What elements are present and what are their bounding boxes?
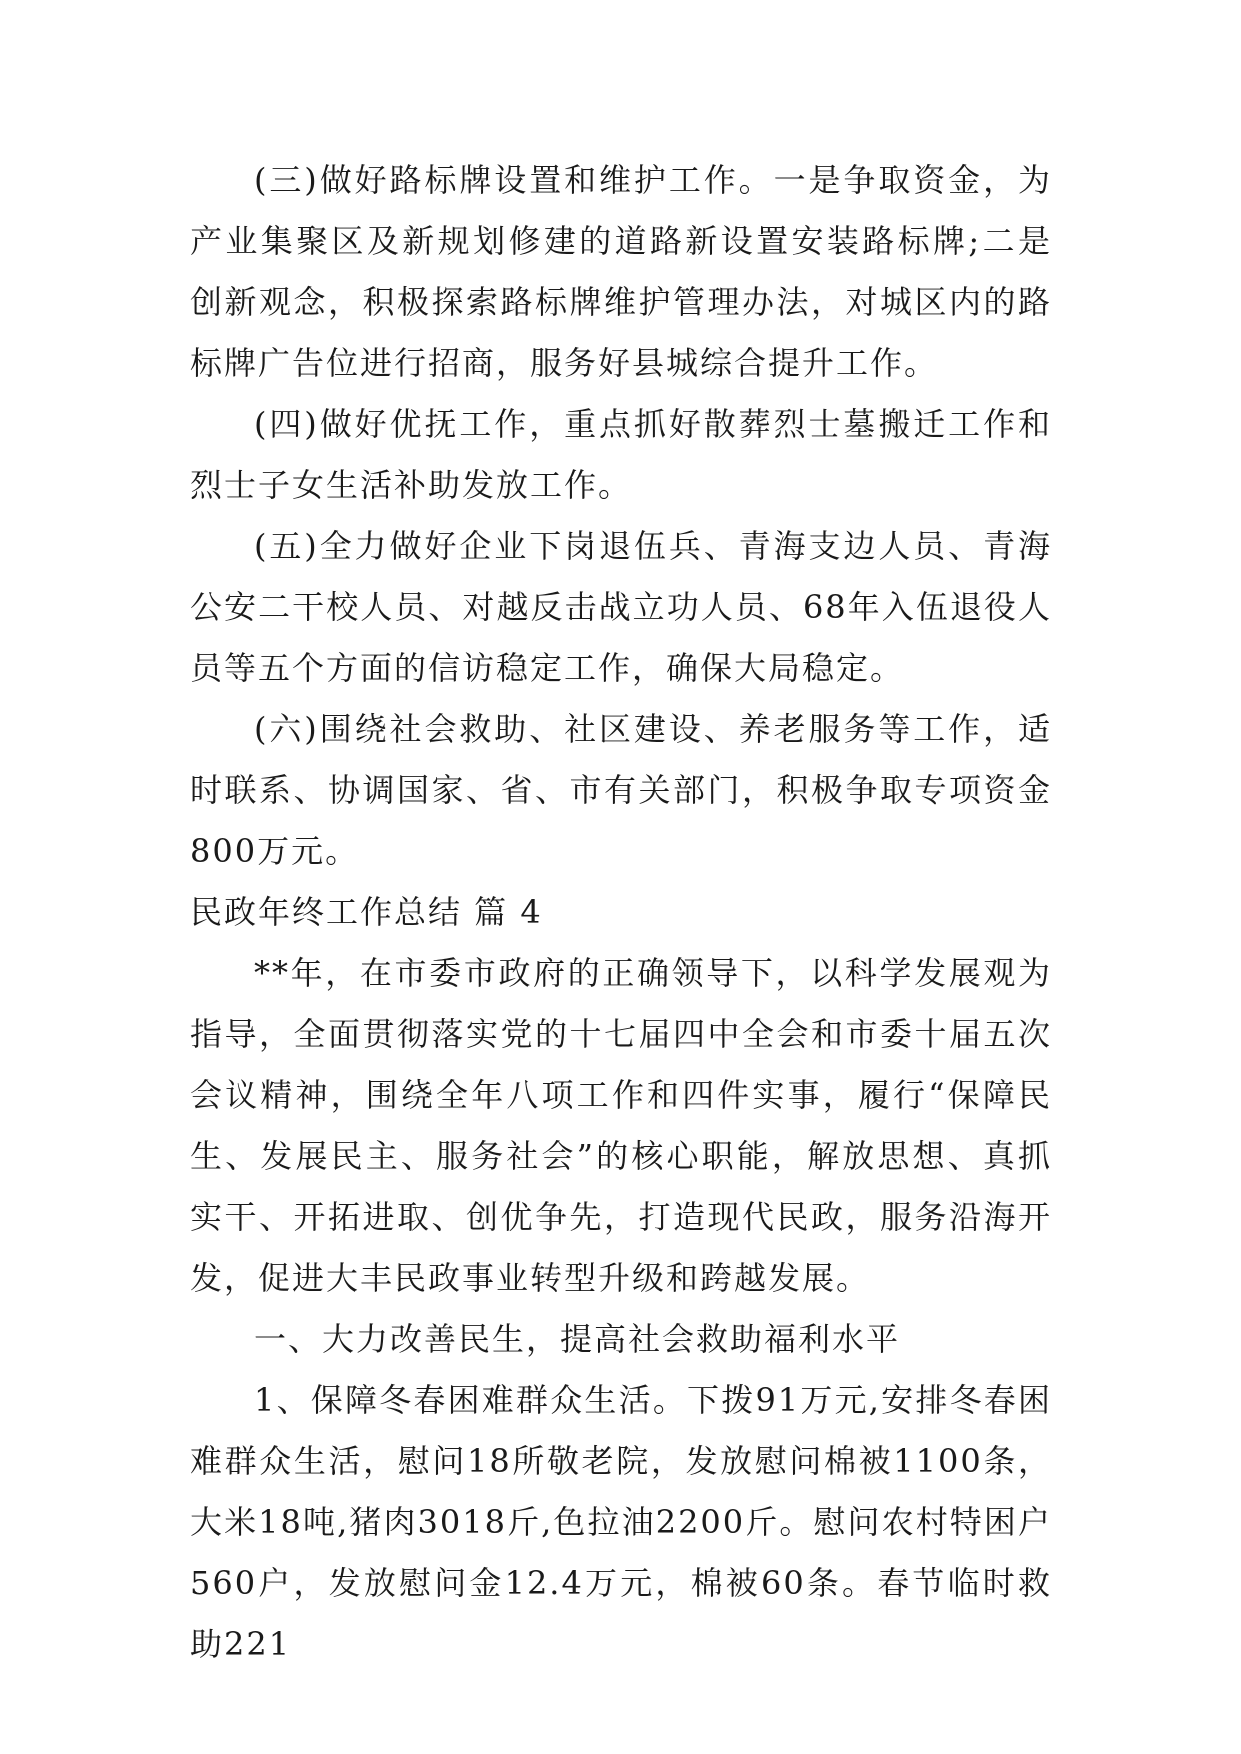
document-page bbox=[190, 150, 1052, 1675]
paragraph-winter-relief: 1、保障冬春困难群众生活。下拨91万元,安排冬春困难群众生活，慰问18所敬老院，发放慰问棉被1100条，大米18吨,猪肉3018斤,色拉油2200斤。慰问农村特困户560户，发放慰问金12.4万元，棉被60条。春节临时救助221 bbox=[190, 1381, 1052, 1663]
paragraph-overview: **年，在市委市政府的正确领导下，以科学发展观为指导，全面贯彻落实党的十七届四中全会和市委十届五次会议精神，围绕全年八项工作和四件实事，履行“保障民生、发展民主、服务社会”的核心职能，解放思想、真抓实干、开拓进取、创优争先，打造现代民政，服务沿海开发，促进大丰民政事业转型升级和跨越发展。 bbox=[190, 954, 1052, 1297]
subheading-improve-livelihood: 一、大力改善民生，提高社会救助福利水平 bbox=[254, 1320, 901, 1358]
paragraph-special-care: (四)做好优抚工作，重点抓好散葬烈士墓搬迁工作和烈士子女生活补助发放工作。 bbox=[190, 405, 1052, 504]
section-heading: 民政年终工作总结 篇 4 bbox=[190, 893, 543, 931]
paragraph-special-funds: (六)围绕社会救助、社区建设、养老服务等工作，适时联系、协调国家、省、市有关部门，积极争取专项资金800万元。 bbox=[190, 710, 1052, 870]
paragraph-petition-stability: (五)全力做好企业下岗退伍兵、青海支边人员、青海公安二干校人员、对越反击战立功人员、68年入伍退役人员等五个方面的信访稳定工作，确保大局稳定。 bbox=[190, 527, 1052, 687]
paragraph-road-signs: (三)做好路标牌设置和维护工作。一是争取资金，为产业集聚区及新规划修建的道路新设置安装路标牌;二是创新观念，积极探索路标牌维护管理办法，对城区内的路标牌广告位进行招商，服务好县城综合提升工作。 bbox=[190, 161, 1052, 382]
